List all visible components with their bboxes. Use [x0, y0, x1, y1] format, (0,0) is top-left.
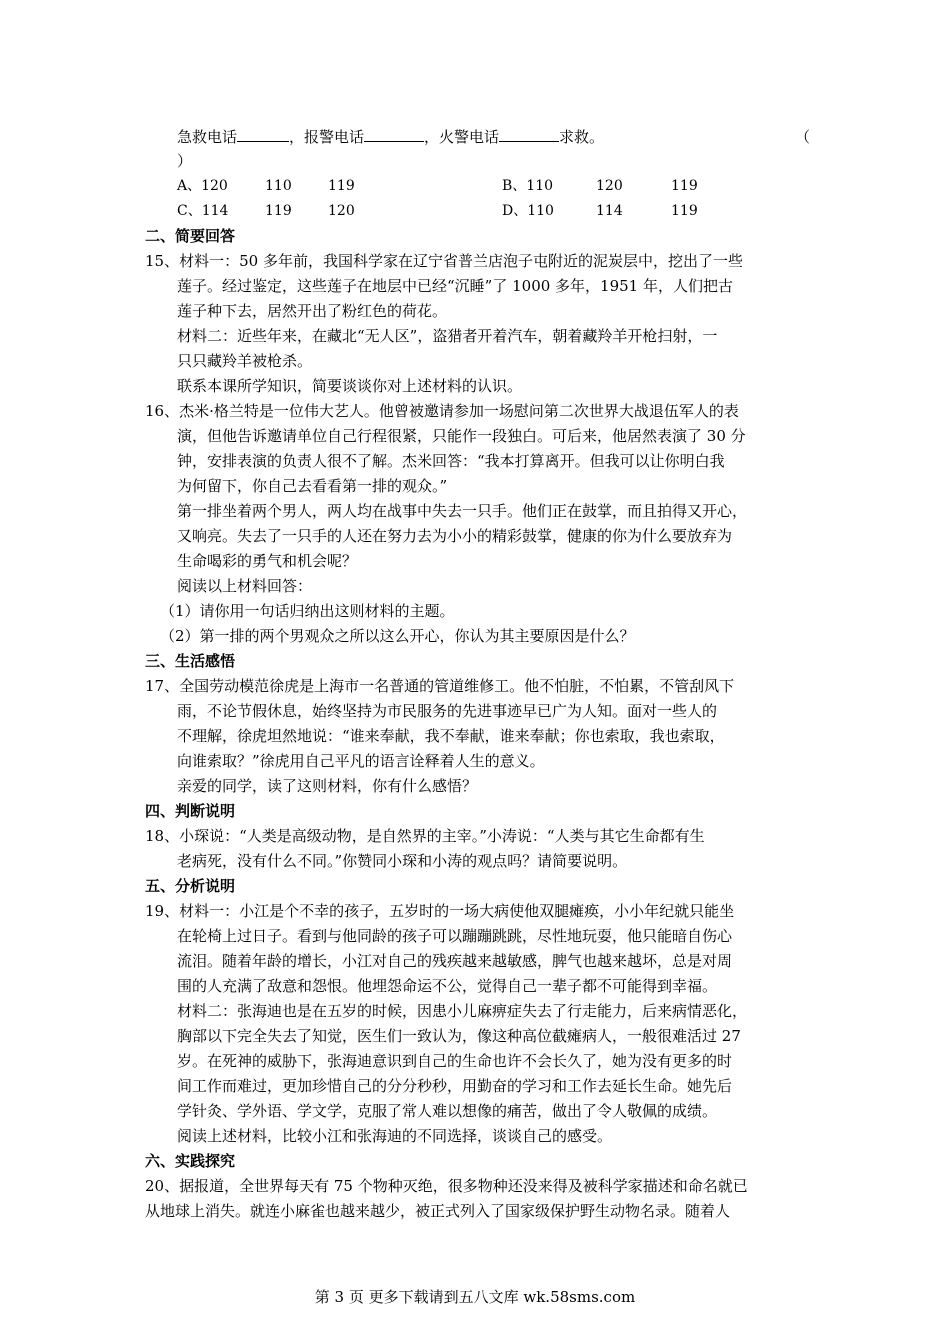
q15-line: 材料二：近些年来，在藏北“无人区”，盗猎者开着汽车，朝着藏羚羊开枪扫射，一: [177, 327, 718, 345]
q19-line: 在轮椅上过日子。看到与他同龄的孩子可以蹦蹦跳跳，尽性地玩耍，他只能暗自伤心: [177, 927, 733, 945]
q17-line: 亲爱的同学，读了这则材料，你有什么感悟？: [177, 777, 478, 795]
q14-paren-close: ）: [177, 152, 193, 170]
q16-line: 生命喝彩的勇气和机会呢？: [177, 552, 358, 570]
section-heading: 六、实践探究: [145, 1152, 236, 1170]
q14-stem: 急救电话 ，报警电话 ，火警电话 求救。: [177, 128, 605, 146]
q15-line: 只只藏羚羊被枪杀。: [177, 352, 313, 370]
q17-line: 雨，不论节假休息，始终坚持为市民服务的先进事迹早已广为人知。面对一些人的: [177, 702, 718, 720]
q15-line: 15、材料一：50 多年前，我国科学家在辽宁省普兰店泡子屯附近的泥炭层中，挖出了一些: [145, 252, 743, 270]
q14-option-c: C、114 119 120: [177, 203, 355, 219]
section-heading: 三、生活感悟: [145, 652, 236, 670]
q19-line: 流泪。随着年龄的增长，小江对自己的残疾越来越敏感，脾气也越来越坏，总是对周: [177, 952, 733, 970]
q16-line: 钟，安排表演的负责人很不了解。杰米回答：“我本打算离开。但我可以让你明白我: [177, 452, 725, 470]
q18-line: 老病死，没有什么不同。”你赞同小琛和小涛的观点吗？请简要说明。: [177, 852, 628, 870]
q15-line: 莲子种下去，居然开出了粉红色的荷花。: [177, 302, 448, 320]
q16-subquestion: （1）请你用一句话归纳出这则材料的主题。: [160, 602, 455, 620]
section-heading: 五、分析说明: [145, 877, 236, 895]
q19-line: 学针灸、学外语、学文学，克服了常人难以想像的痛苦，做出了令人敬佩的成绩。: [177, 1102, 718, 1120]
q14-option-d: D、110 114 119: [502, 203, 698, 219]
q19-line: 围的人充满了敌意和怨恨。他埋怨命运不公，觉得自己一辈子都不可能得到幸福。: [177, 977, 718, 995]
q15-line: 联系本课所学知识，简要谈谈你对上述材料的认识。: [177, 377, 523, 395]
q14-option-b: B、110 120 119: [502, 178, 698, 194]
q17-line: 不理解，徐虎坦然地说：“谁来奉献，我不奉献，谁来奉献；你也索取，我也索取，: [177, 727, 725, 745]
answer-blank: [364, 127, 424, 142]
q19-line: 胸部以下完全失去了知觉，医生们一致认为，像这种高位截瘫病人，一般很难活过 27: [177, 1027, 741, 1045]
q16-line: 又响亮。失去了一只手的人还在努力去为小小的精彩鼓掌，健康的你为什么要放弃为: [177, 527, 733, 545]
q16-line: 演，但他告诉邀请单位自己行程很紧，只能作一段独白。可后来，他居然表演了 30 分: [177, 427, 746, 445]
answer-blank: [237, 127, 289, 142]
q17-line: 17、全国劳动模范徐虎是上海市一名普通的管道维修工。他不怕脏，不怕累，不管刮风下: [145, 677, 735, 695]
q14-option-a: A、120 110 119: [177, 178, 355, 194]
q19-line: 19、材料一：小江是个不幸的孩子，五岁时的一场大病使他双腿瘫痪，小小年纪就只能坐: [145, 902, 735, 920]
q17-line: 向谁索取？”徐虎用自己平凡的语言诠释着人生的意义。: [177, 752, 545, 770]
q20-line: 从地球上消失。就连小麻雀也越来越少，被正式列入了国家级保护野生动物名录。随着人: [145, 1202, 731, 1220]
q16-line: 16、杰米·格兰特是一位伟大艺人。他曾被邀请参加一场慰问第二次世界大战退伍军人的表: [145, 402, 739, 420]
q19-line: 间工作而难过，更加珍惜自己的分分秒秒，用勤奋的学习和工作去延长生命。她先后: [177, 1077, 733, 1095]
section-heading: 二、简要回答: [145, 227, 236, 245]
q20-line: 20、据报道，全世界每天有 75 个物种灭绝，很多物种还没来得及被科学家描述和命名就已: [145, 1177, 748, 1195]
q16-subquestion: （2）第一排的两个男观众之所以这么开心，你认为其主要原因是什么？: [160, 627, 635, 645]
section-heading: 四、判断说明: [145, 802, 236, 820]
answer-blank: [499, 127, 559, 142]
q19-line: 材料二：张海迪也是在五岁的时候，因患小儿麻痹症失去了行走能力，后来病情恶化，: [177, 1002, 748, 1020]
q16-line: 第一排坐着两个男人，两人均在战事中失去一只手。他们正在鼓掌，而且拍得又开心，: [177, 502, 748, 520]
q19-line: 阅读上述材料，比较小江和张海迪的不同选择，谈谈自己的感受。: [177, 1127, 613, 1145]
q19-line: 岁。在死神的威胁下，张海迪意识到自己的生命也许不会长久了，她为没有更多的时: [177, 1052, 733, 1070]
q18-line: 18、小琛说：“人类是高级动物，是自然界的主宰。”小涛说：“人类与其它生命都有生: [145, 827, 705, 845]
page-footer: 第 3 页 更多下载请到五八文库 wk.58sms.com: [314, 1288, 636, 1306]
q16-line: 为何留下，你自己去看看第一排的观众。”: [177, 477, 448, 495]
q16-line: 阅读以上材料回答：: [177, 577, 313, 595]
q15-line: 莲子。经过鉴定，这些莲子在地层中已经“沉睡”了 1000 多年，1951 年，人们把古: [177, 277, 733, 295]
q14-paren-open: （: [795, 128, 811, 146]
